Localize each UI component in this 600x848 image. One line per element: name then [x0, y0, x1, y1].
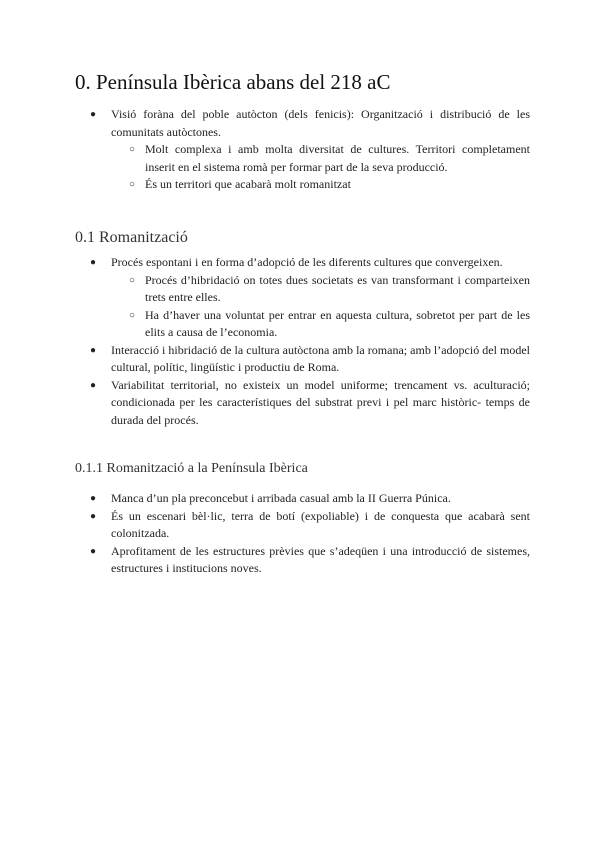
- hollow-bullet-icon: ○: [129, 309, 136, 321]
- bullet-icon: ●: [90, 109, 97, 120]
- list-item: [75, 377, 530, 430]
- sub-list-item: [75, 272, 530, 307]
- section-0-1-list: [75, 254, 530, 429]
- sub-list-item-text: Procés d’hibridació on totes dues societats es van transformant i comparteixen trets entre elles.: [145, 272, 530, 304]
- bullet-icon: ●: [90, 257, 97, 268]
- bullet-icon: ●: [90, 545, 97, 557]
- list-item: [75, 106, 530, 141]
- list-item: [75, 508, 530, 543]
- section-heading-romanitzacio-peninsula: 0.1.1 Romanització a la Península Ibèrica: [75, 461, 308, 476]
- list-item-text: Procés espontani i en forma d’adopció de les diferents cultures que convergeixen.: [111, 255, 503, 269]
- section-heading-romanitzacio: 0.1 Romanització: [75, 229, 188, 246]
- list-item: [75, 254, 530, 272]
- list-item-text: Manca d’un pla preconcebut i arribada casual amb la II Guerra Púnica.: [111, 491, 451, 505]
- sub-list-item-text: És un territori que acabarà molt romanitzat: [145, 177, 351, 191]
- sub-list-item-text: Ha d’haver una voluntat per entrar en aquesta cultura, sobretot per part de les elits a causa de l’economia.: [145, 307, 530, 339]
- list-item-text: És un escenari bèl·lic, terra de botí (expoliable) i de conquesta que acabarà sent colonitzada.: [111, 508, 530, 540]
- list-item-text: Variabilitat territorial, no existeix un model uniforme; trencament vs. aculturació; condicionada per les característiques del substrat previ i pel marc històric- temps de durada del procés.: [111, 377, 530, 427]
- hollow-bullet-icon: ○: [129, 274, 136, 286]
- list-item-text: Interacció i hibridació de la cultura autòctona amb la romana; amb l’adopció del model cultural, polític, lingüístic i productiu de Roma.: [111, 342, 530, 374]
- page-title: 0. Península Ibèrica abans del 218 aC: [75, 70, 391, 94]
- list-item-text: Aprofitament de les estructures prèvies que s’adeqüen i una introducció de sistemes, estructures i institucions noves.: [111, 543, 530, 575]
- bullet-icon: ●: [90, 379, 97, 391]
- hollow-bullet-icon: ○: [129, 179, 136, 190]
- sub-list-item: [75, 176, 530, 194]
- bullet-icon: ●: [90, 344, 97, 356]
- list-item-text: Visió foràna del poble autòcton (dels fenicis): Organització i distribució de les comunitats autòctones.: [111, 107, 530, 139]
- list-item: [75, 490, 530, 508]
- section-0-list: [75, 106, 530, 194]
- list-item: [75, 342, 530, 377]
- bullet-icon: ●: [90, 493, 97, 504]
- section-0-1-1-list: [75, 490, 530, 578]
- sub-list-item: [75, 307, 530, 342]
- hollow-bullet-icon: ○: [129, 144, 136, 155]
- bullet-icon: ●: [90, 510, 97, 522]
- sub-list-item-text: Molt complexa i amb molta diversitat de cultures. Territori completament inserit en el sistema romà per formar part de la seva producció.: [145, 142, 530, 174]
- sub-list-item: [75, 141, 530, 176]
- list-item: [75, 543, 530, 578]
